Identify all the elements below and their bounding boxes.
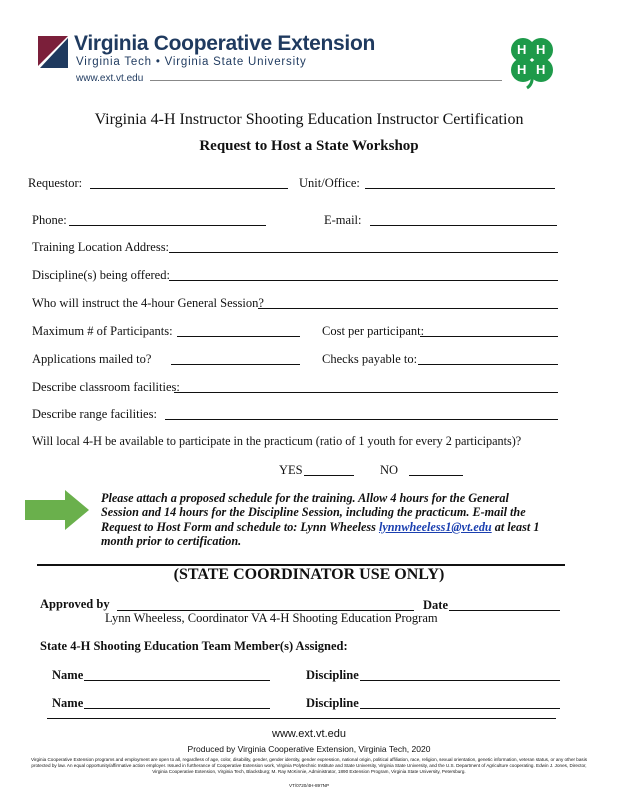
- signer-name: Lynn Wheeless, Coordinator VA 4-H Shooting Education Program: [105, 611, 438, 625]
- range-label: Describe range facilities:: [32, 407, 157, 421]
- requestor-label: Requestor:: [28, 176, 83, 190]
- date-label: Date: [423, 598, 448, 612]
- footer-code: VT/0720/4H-897NP: [288, 783, 330, 788]
- discipline-field-1[interactable]: [360, 680, 560, 681]
- clover-h-2: H: [536, 42, 546, 57]
- org-name: Virginia Cooperative Extension: [74, 32, 376, 55]
- name-field-2[interactable]: [84, 708, 270, 709]
- training-location-label: Training Location Address:: [32, 240, 170, 254]
- instructor-field[interactable]: [258, 308, 558, 309]
- cost-label: Cost per participant:: [322, 324, 425, 338]
- name-label-2: Name: [52, 696, 84, 710]
- four-h-clover-icon: [503, 32, 561, 90]
- page-subtitle: Request to Host a State Workshop: [199, 138, 419, 154]
- discipline-field-2[interactable]: [360, 708, 560, 709]
- unit-field[interactable]: [365, 188, 555, 189]
- page-title: Virginia 4-H Instructor Shooting Education Instructor Certification: [94, 111, 524, 128]
- local-4h-question: Will local 4-H be available to participate in the practicum (ratio of 1 youth for every 2 participants)?: [32, 434, 522, 448]
- approved-by-label: Approved by: [40, 597, 110, 611]
- date-field[interactable]: [449, 610, 560, 611]
- unit-label: Unit/Office:: [299, 176, 360, 190]
- footer-legal: Virginia Cooperative Extension programs and employment are open to all, regardless of age, color, disability, gender, gender identity, gender expression, national origin, political affiliation, race, religion, sexual orientation, genetic information, veteran status, or any other basis protected by law. An equal opportunity/affirmative action employer. Issued in furtherance of Cooperative Extension work, Virginia Polytechnic Institute and State University, Virginia State University, and the U.S. Department of Agriculture cooperating. Edwin J. Jones, Director, Virginia Cooperative Extension, Virginia Tech, Blacksburg; M. Ray McKinnie, Administrator, 1890 Extension Program, Virginia State University, Petersburg.: [30, 757, 588, 774]
- no-label: NO: [380, 463, 399, 477]
- notice-email-link[interactable]: lynnwheeless1@vt.edu: [378, 519, 492, 534]
- email-label: E-mail:: [324, 213, 362, 227]
- applications-label: Applications mailed to?: [32, 352, 152, 366]
- applications-field[interactable]: [171, 364, 300, 365]
- classroom-field[interactable]: [174, 392, 558, 393]
- yes-field[interactable]: [304, 475, 354, 476]
- discipline-label-1: Discipline: [306, 668, 359, 682]
- discipline-label: Discipline(s) being offered:: [32, 268, 170, 282]
- notice-body: Please attach a proposed schedule for the training. Allow 4 hours for the General Session and 14 hours for the Discipline Session, including the practicum. E-mail the Request to Host Form and schedule to: Lynn Wheeless: [101, 491, 526, 534]
- checks-label: Checks payable to:: [322, 352, 418, 366]
- green-arrow-icon: [25, 490, 89, 530]
- discipline-field[interactable]: [169, 280, 558, 281]
- no-field[interactable]: [409, 475, 463, 476]
- cost-field[interactable]: [420, 336, 558, 337]
- footer-produced: Produced by Virginia Cooperative Extension, Virginia Tech, 2020: [187, 744, 431, 754]
- max-participants-label: Maximum # of Participants:: [32, 324, 173, 338]
- notice-tail: at least 1 month prior to certification.: [101, 519, 540, 549]
- clover-h-1: H: [517, 42, 527, 57]
- phone-field[interactable]: [69, 225, 266, 226]
- yes-label: YES: [279, 463, 303, 477]
- coordinator-heading: (STATE COORDINATOR USE ONLY): [173, 566, 445, 583]
- bottom-rule: [47, 718, 556, 719]
- team-heading: State 4-H Shooting Education Team Member(s) Assigned:: [40, 639, 348, 653]
- name-label-1: Name: [52, 668, 84, 682]
- discipline-label-2: Discipline: [306, 696, 359, 710]
- instructor-label: Who will instruct the 4-hour General Session?: [32, 296, 264, 310]
- footer-website-link[interactable]: www.ext.vt.edu: [272, 728, 346, 740]
- classroom-label: Describe classroom facilities:: [32, 380, 180, 394]
- clover-h-3: H: [517, 62, 527, 77]
- header-rule: [150, 80, 502, 81]
- checks-field[interactable]: [418, 364, 558, 365]
- email-field[interactable]: [370, 225, 557, 226]
- clover-h-4: H: [536, 62, 546, 77]
- max-participants-field[interactable]: [177, 336, 300, 337]
- vce-logo-mark-icon: [38, 36, 68, 68]
- range-field[interactable]: [165, 419, 558, 420]
- requestor-field[interactable]: [90, 188, 288, 189]
- name-field-1[interactable]: [84, 680, 270, 681]
- phone-label: Phone:: [32, 213, 67, 227]
- training-location-field[interactable]: [169, 252, 558, 253]
- org-subtitle: Virginia Tech • Virginia State University: [76, 56, 307, 68]
- notice-text: [101, 491, 541, 549]
- header-website-link[interactable]: www.ext.vt.edu: [76, 73, 144, 84]
